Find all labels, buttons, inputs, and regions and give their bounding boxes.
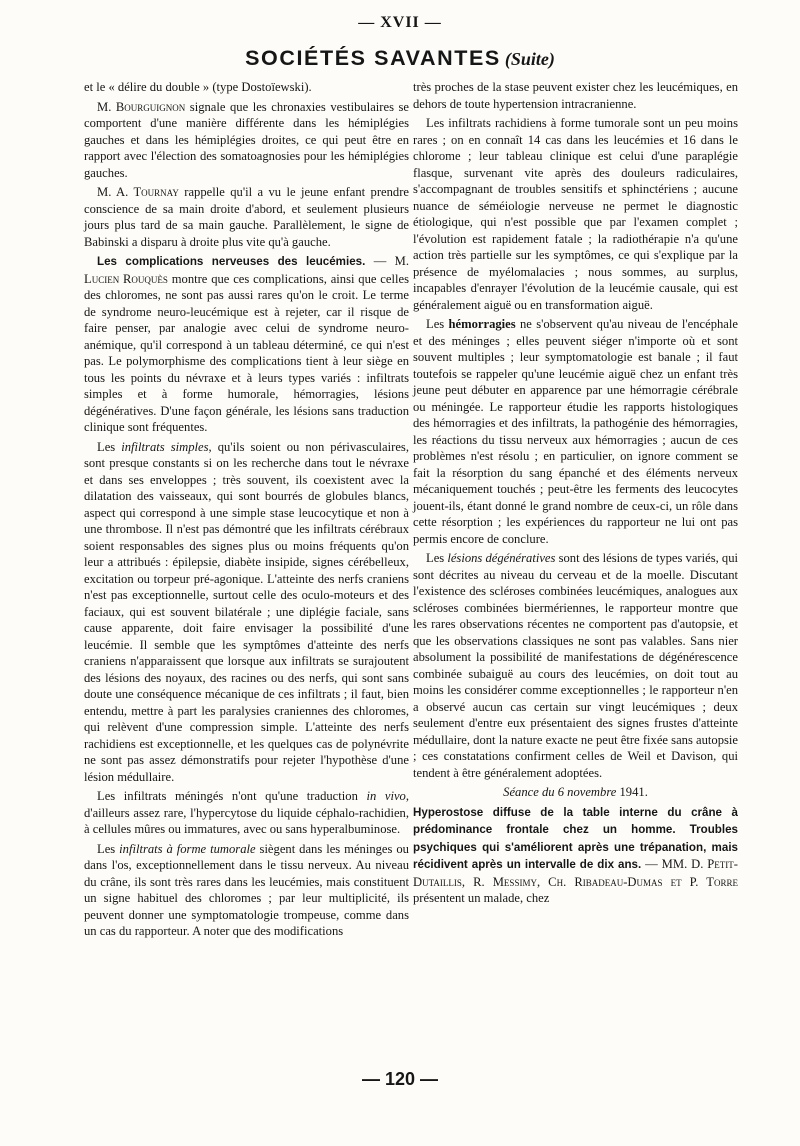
right-column	[413, 79, 738, 910]
paragraph-text: Les infiltrats méningés n'ont qu'une traduction	[97, 789, 367, 803]
author-name: M. Bourguignon	[97, 99, 186, 114]
seance-date	[413, 784, 738, 801]
paragraph-text: Les	[97, 439, 122, 454]
paragraph-text: présentent un malade, chez	[413, 891, 550, 905]
paragraph-text: rappelle qu'il a vu le jeune enfant prendre conscience de sa main droite d'abord, et seulement plusieurs jours plus tard de sa main gauche. Parallèlement, le signe de Babinski a disparu à droite plus vite qu'à gauche.	[84, 185, 409, 249]
italic-term: lésions dégénératives	[447, 551, 556, 565]
paragraph-text: sont des lésions de types variés, qui sont décrites au niveau du cerveau et de la moelle. Discutant l'existence des scléroses combinées leucémiques, analogues aux scléroses combinées biermériennes, le rapporteur montre que les rares observations récentes ne comportent pas d'autopsie, et que les observations classiques ne sont pas valables. Sans nier absolument la possibilité de manifestations de dégénérescence combinée subaiguë au cours des leucémies, on doit tout au moins les considérer comme exceptionnelles ; le rapporteur n'en a observé aucun cas certain sur vingt leucémiques ; deux seulement d'entre eux présentaient des signes frustes d'atteinte médullaire, dont la nature exacte ne peut être fixée sans autopsie ; ces constatations confirment celles de Weil et Davison, qui tendent à être généralement adoptées.	[413, 551, 739, 780]
paragraph	[84, 184, 409, 250]
paragraph-text: , d'ailleurs assez rare, l'hypercytose du liquide céphalo-rachidien, à cellules mûres ou immatures, avec ou sans hyperalbuminose.	[84, 789, 409, 836]
section-heading: Hyperostose diffuse de la table interne du crâne à prédominance frontale chez un homme. Troubles psychiques qui s'améliorent après une trépanation, mais récidivent après un intervalle de dix ans.	[413, 805, 738, 871]
author-name: M. Lucien Rouquès	[84, 254, 410, 286]
seance-text: Séance du 6 novembre	[503, 785, 620, 799]
section-heading: Les complications nerveuses des leucémies.	[97, 255, 366, 268]
paragraph-text: montre que ces complications, ainsi que celles des chloromes, ne sont pas aussi rares qu'on le croit. Le terme de syndrome neuro-leucémique est à rejeter, car il risque de faire penser, par analogie avec celui de syndrome neuro-anémique, qu'il correspond à un tableau déterminé, ce qui n'est pas. Le polymorphisme des complications tient à leur siège en tous les points du névraxe et à leurs types variés : infiltrats simples et à forme humorale, hémorragies, lésions dégénératives. D'une façon générale, les lésions sans traduction clinique sont fréquentes.	[84, 271, 409, 434]
page-number: — 120 —	[361, 1069, 439, 1089]
title-main: SOCIÉTÉS SAVANTES	[245, 46, 501, 70]
dash: —	[641, 857, 662, 871]
paragraph	[413, 316, 738, 547]
paragraph-text: ne s'observent qu'au niveau de l'encéphale et des méninges ; elles peuvent siéger n'importe où et sont souvent multiples ; leur symptomatologie est banale ; il faut toutefois se rappeler qu'une leucémie aiguë chez un enfant très jeune peut débuter en apparence par une hémorragie cérébrale ou méningée. Le rapporteur étudie les rapports histologiques des hémorragies et des infiltrats, la pathogénie des hémorragies, les réactions du tissu nerveux aux hémorragies ; aucun de ces problèmes n'est résolu ; en particulier, on ignore comment se fait la résorption du sang épanché et des éléments nerveux mécaniquement touchés ; peut-être les ferments des leucocytes jouent-ils, étant donné le grand nombre de ceux-ci, un rôle dans cette résorption ; les expériences du rapporteur ne lui ont pas permis encore de conclure.	[413, 317, 738, 546]
paragraph: Les infiltrats rachidiens à forme tumorale sont un peu moins rares ; on en connaît 14 cas dans les leucémies et 16 dans le chlorome ; leur tableau clinique est celui d'une paraplégie flasque, survenant vite après des douleurs radiculaires, s'accompagnant de troubles sensitifs et sphinctériens ; aucune nuance de séméiologie nerveuse ne permet le diagnostic étiologique, qui n'est possible que par l'examen complet ; l'évolution est rapidement fatale ; la radiothérapie n'a qu'une action très partielle sur les symptômes, ce qui s'explique par la présence de myélomalacies ; nous sommes, au surplus, incapables d'enrayer l'évolution de la leucémie causale, qui est généralement aiguë ou en transformation aiguë.	[413, 116, 738, 312]
paragraph	[84, 841, 409, 940]
paragraph	[84, 788, 409, 838]
paragraph	[413, 804, 738, 907]
italic-term: in vivo	[366, 789, 406, 803]
paragraph-text: , qu'ils soient ou non périvasculaires, sont presque constants si on les recherche dans tout le névraxe et dans ses enveloppes ; très souvent, ils coexistent avec la dilatation des vaisseaux, qui sont bourrés de globules blancs, aspect qui correspond à une simple stase leucocytique et non à une thrombose. Il n'est pas démontré que les infiltrats cérébraux soient responsables des signes plus ou moins fréquents qu'on leur a attribués : épilepsie, diabète insipide, signes cérébelleux, excitation ou torpeur pré-agonique. L'atteinte des nerfs craniens n'est pas exceptionnelle, surtout celle des oculo-moteurs et des faciaux, qui est souvent bilatérale ; une diplégie faciale, sans cause apparente, doit faire envisager la possibilité d'une leucémie. Il semble que les symptômes d'atteinte des nerfs craniens n'apparaissent que lorsque aux infiltrats se surajoutent des lésions des noyaux, des racines ou des nerfs, qui sont sans doute une conséquence mécanique de ces infiltrats ; il faut, bien entendu, mettre à part les paralysies craniennes des chloromes, qui relèvent d'une compression simple. L'atteinte des nerfs rachidiens est exceptionnelle, et les quelques cas de polynévrite ne sont pas assez démonstratifs pour rejeter l'hypothèse d'une lésion médullaire.	[84, 439, 409, 784]
paragraph-text: Les	[97, 841, 120, 856]
bold-term: hémorragies	[448, 317, 516, 331]
left-column	[84, 79, 409, 943]
paragraph	[84, 99, 409, 182]
paragraph	[84, 439, 409, 786]
paragraph-text: signale que les chronaxies vestibulaires se comportent d'une manière différente dans les hémiplégies gauches et dans les hémiplégies droites, ce qui peut être en rapport avec l'élection des somatoagnosies pour les hémiplégies gauches.	[84, 99, 409, 180]
title-suite: (Suite)	[504, 49, 555, 69]
paragraph: très proches de la stase peuvent exister chez les leucémiques, en dehors de toute hypertension intracranienne.	[413, 80, 738, 111]
italic-term: infiltrats à forme tumorale	[119, 841, 256, 856]
paragraph	[84, 253, 409, 436]
paragraph-text: Les	[426, 551, 448, 565]
dash: —	[365, 254, 395, 268]
paragraph	[413, 550, 738, 781]
paragraph-text: siègent dans les méninges ou dans l'os, exceptionnellement dans le tissu nerveux. Au niveau du crâne, ils sont très rares dans les leucémies, mais constituent un signe habituel des chloromes ; par leur multiplicité, ils peuvent donner une symptomatologie trompeuse, comme dans un cas du rapporteur. A noter que des modifications	[84, 841, 409, 938]
paragraph: et le « délire du double » (type Dostoïewski).	[84, 80, 312, 94]
author-names: MM. D. Petit-Dutaillis, R. Messimy, Ch. Ribadeau-Dumas et P. Torre	[413, 857, 738, 889]
page-title	[0, 46, 800, 71]
italic-term: infiltrats simples	[121, 439, 209, 454]
seance-year: 1941.	[619, 785, 648, 799]
paragraph-text: Les	[426, 317, 449, 331]
author-name: M. A. Tournay	[97, 185, 179, 199]
roman-page-number: — XVII —	[358, 14, 442, 31]
